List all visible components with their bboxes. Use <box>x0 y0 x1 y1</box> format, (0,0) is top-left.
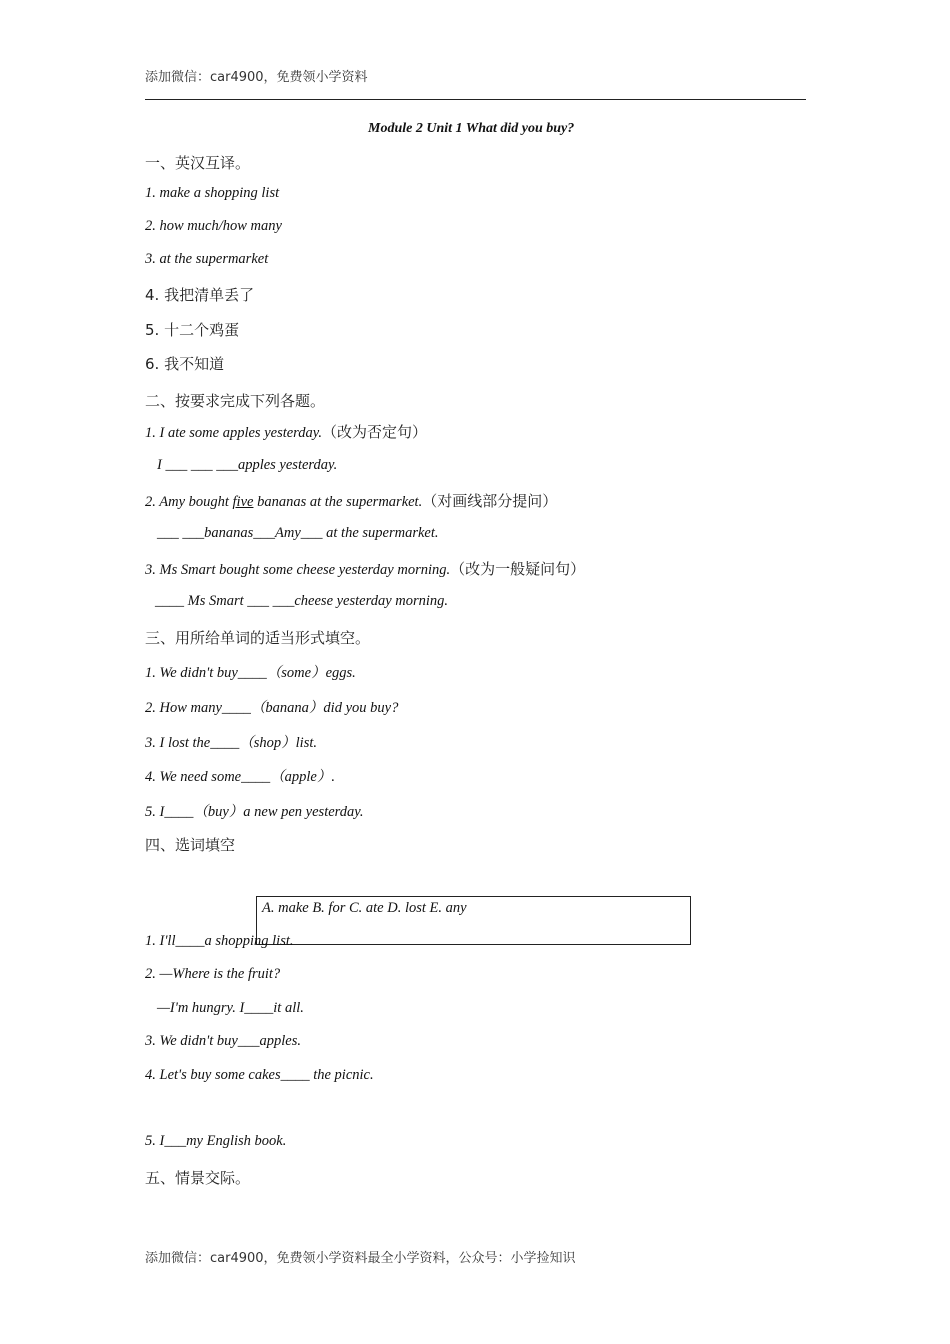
section3-item-2: 2. How many____（banana）did you buy? <box>145 700 399 716</box>
section1-item-5: 5. 十二个鸡蛋 <box>145 321 240 339</box>
word-options: A. make B. for C. ate D. lost E. any <box>262 900 467 916</box>
section2-q3-text: 3. Ms Smart bought some cheese yesterday morning. <box>145 562 451 578</box>
header-divider <box>145 99 806 100</box>
section5-heading: 五、情景交际。 <box>145 1169 251 1187</box>
section2-q2-note: （对画线部分提问） <box>422 492 558 510</box>
page-header: 添加微信：car4900，免费领小学资料 <box>145 70 368 85</box>
section2-q1-text: 1. I ate some apples yesterday. <box>145 425 323 441</box>
section3-item-1: 1. We didn't buy____（some）eggs. <box>145 665 356 681</box>
section3-heading: 三、用所给单词的适当形式填空。 <box>145 629 371 647</box>
section2-q1 <box>145 421 427 442</box>
section2-q1-answer: I ___ ___ ___apples yesterday. <box>157 457 338 473</box>
section2-q3-answer: ____ Ms Smart ___ ___cheese yesterday morning. <box>155 593 449 609</box>
section2-q2-underlined: five <box>232 494 254 510</box>
section1-heading: 一、英汉互译。 <box>145 154 251 172</box>
section1-item-4: 4. 我把清单丢了 <box>145 286 255 304</box>
page-footer: 添加微信：car4900，免费领小学资料最全小学资料，公众号：小学捡知识 <box>145 1251 576 1266</box>
section2-q2 <box>145 490 557 511</box>
section2-q3 <box>145 558 585 579</box>
section3-item-4: 4. We need some____（apple）. <box>145 769 335 785</box>
section4-item-1: 1. I'll____a shopping list. <box>145 933 294 949</box>
section2-q2-pre: 2. Amy bought <box>145 494 233 510</box>
section4-item-5: 5. I___my English book. <box>145 1133 287 1149</box>
section4-heading: 四、选词填空 <box>145 836 236 854</box>
page-title: Module 2 Unit 1 What did you buy? <box>368 121 575 136</box>
section2-q1-note: （改为否定句） <box>322 423 428 441</box>
section1-item-6: 6. 我不知道 <box>145 355 225 373</box>
section4-item-3: 3. We didn't buy___apples. <box>145 1033 302 1049</box>
section4-item-2-reply: —I'm hungry. I____it all. <box>157 1000 304 1016</box>
section3-item-5: 5. I____（buy）a new pen yesterday. <box>145 804 364 820</box>
section2-q3-note: （改为一般疑问句） <box>450 560 586 578</box>
section1-item-1: 1. make a shopping list <box>145 185 280 201</box>
section2-heading: 二、按要求完成下列各题。 <box>145 392 326 410</box>
section2-q2-post: bananas at the supermarket. <box>253 494 423 510</box>
section3-item-3: 3. I lost the____（shop）list. <box>145 735 317 751</box>
section1-item-3: 3. at the supermarket <box>145 251 269 267</box>
section1-item-2: 2. how much/how many <box>145 218 282 234</box>
section4-item-2: 2. —Where is the fruit? <box>145 966 281 982</box>
section4-item-4: 4. Let's buy some cakes____ the picnic. <box>145 1067 374 1083</box>
section2-q2-answer: ___ ___bananas___Amy___ at the supermarket. <box>157 525 439 541</box>
